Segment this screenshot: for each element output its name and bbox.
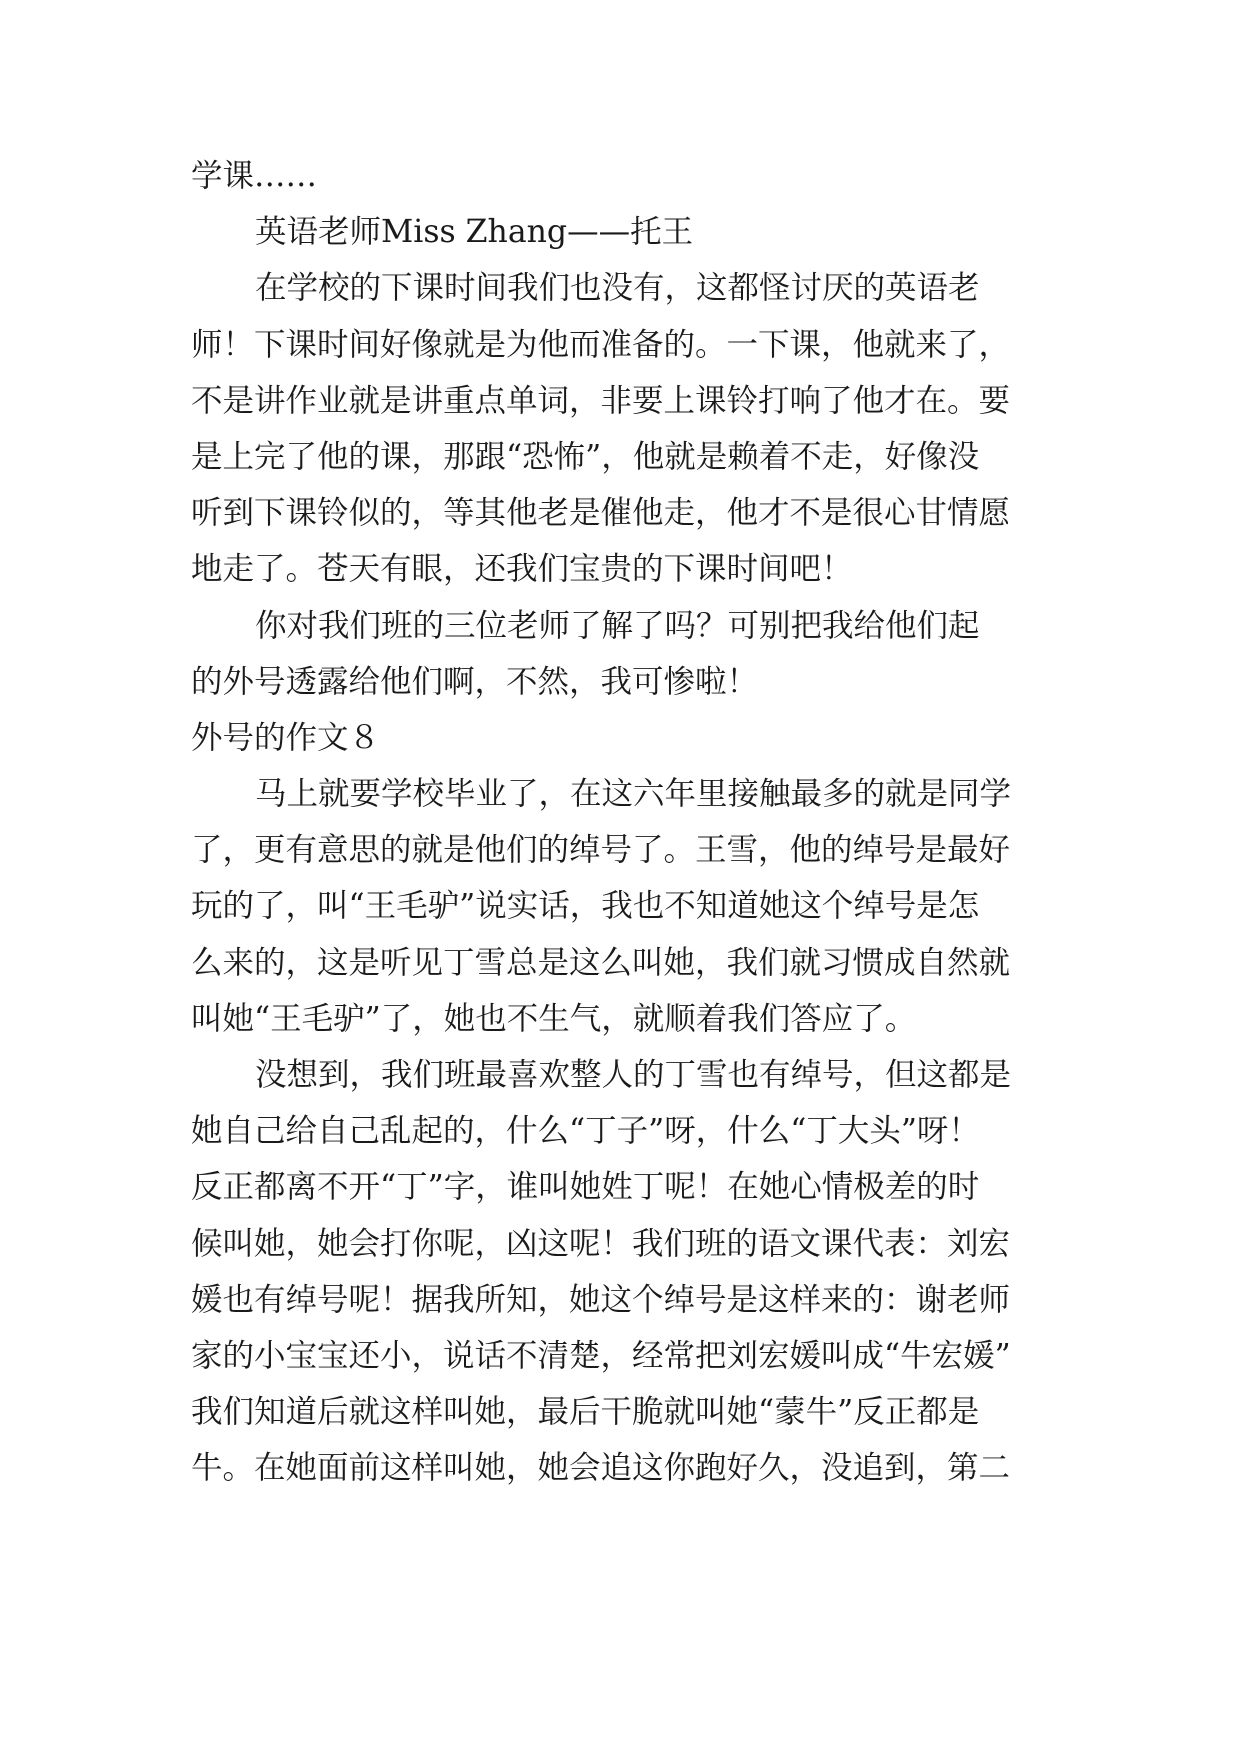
text-line: 反正都离不开“丁”字，谁叫她姓丁呢！在她心情极差的时: [191, 1169, 980, 1206]
text-line: 师！下课时间好像就是为他而准备的。一下课，他就来了，: [191, 326, 1011, 363]
text-line: 我们知道后就这样叫她，最后干脆就叫她“蒙牛”反正都是: [191, 1394, 980, 1431]
text-line: 在学校的下课时间我们也没有，这都怪讨厌的英语老: [255, 270, 980, 307]
text-line: 没想到，我们班最喜欢整人的丁雪也有绰号，但这都是: [255, 1057, 1012, 1093]
text-line: 学课……: [191, 158, 318, 194]
text-line: 地走了。苍天有眼，还我们宝贵的下课时间吧！: [191, 551, 853, 588]
text-line: 牛。在她面前这样叫她，她会追这你跑好久，没追到，第二: [191, 1450, 1011, 1487]
text-line: 不是讲作业就是讲重点单词，非要上课铃打响了他才在。要: [191, 382, 1011, 419]
text-line: 叫她“王毛驴”了，她也不生气，就顺着我们答应了。: [191, 1000, 917, 1037]
text-line: 英语老师Miss Zhang——托王: [255, 214, 694, 251]
text-line: 你对我们班的三位老师了解了吗？可别把我给他们起: [255, 607, 980, 644]
text-line: 么来的，这是听见丁雪总是这么叫她，我们就习惯成自然就: [191, 944, 1011, 981]
text-line: 媛也有绰号呢！据我所知，她这个绰号是这样来的：谢老师: [191, 1281, 1011, 1318]
text-line: 了，更有意思的就是他们的绰号了。王雪，他的绰号是最好: [191, 832, 1011, 869]
text-line: 听到下课铃似的，等其他老是催他走，他才不是很心甘情愿: [191, 495, 1011, 532]
text-line: 是上完了他的课，那跟“恐怖”，他就是赖着不走，好像没: [191, 438, 980, 475]
document-body: [191, 148, 1053, 1497]
text-line: 候叫她，她会打你呢，凶这呢！我们班的语文课代表：刘宏: [191, 1225, 1011, 1262]
text-line: 家的小宝宝还小，说话不清楚，经常把刘宏媛叫成“牛宏媛”: [191, 1337, 1011, 1374]
text-line: 她自己给自己乱起的，什么“丁子”呀，什么“丁大头”呀！: [191, 1113, 980, 1150]
text-line: 的外号透露给他们啊，不然，我可惨啦！: [191, 663, 759, 700]
text-line: 外号的作文８: [191, 719, 381, 756]
text-line: 马上就要学校毕业了，在这六年里接触最多的就是同学: [255, 776, 1012, 813]
text-line: 玩的了，叫“王毛驴”说实话，我也不知道她这个绰号是怎: [191, 888, 980, 925]
